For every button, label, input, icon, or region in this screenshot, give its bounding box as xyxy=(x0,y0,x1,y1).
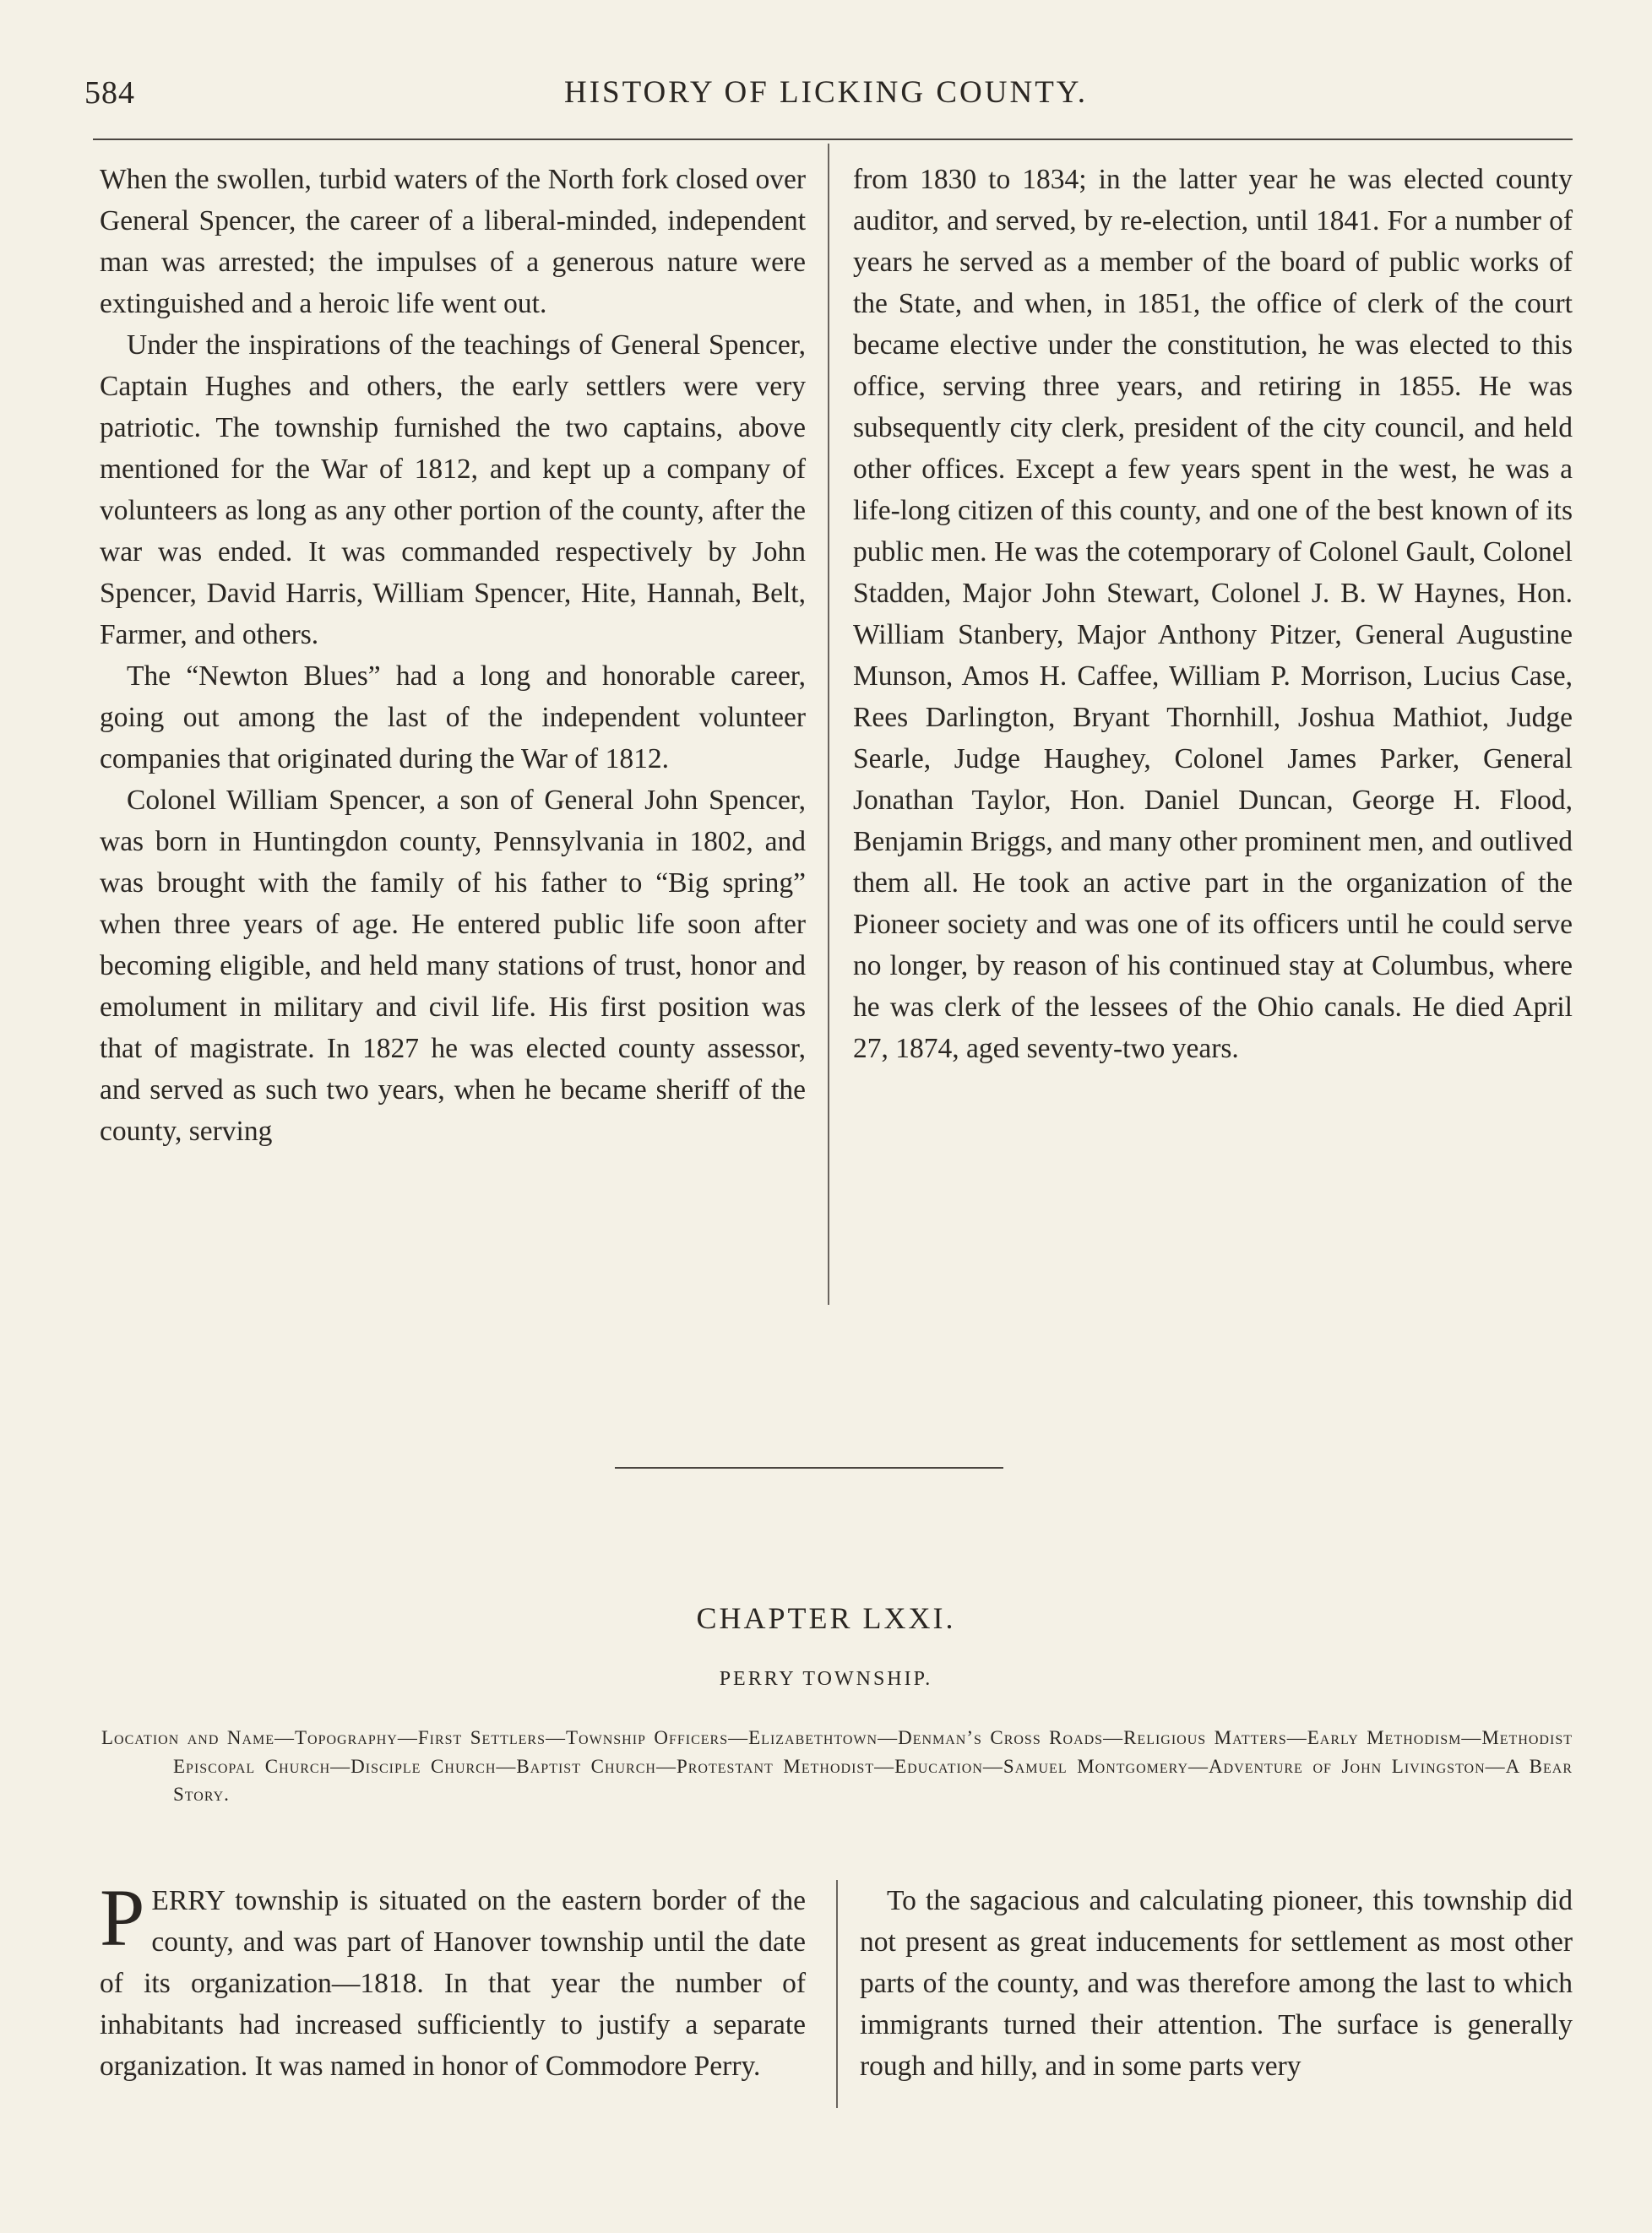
lower-left-column xyxy=(100,1872,806,2087)
paragraph: from 1830 to 1834; in the latter year he was elected county auditor, and served, by re-election, until 1841. For a number of years he served as a member of the board of public works of the State, and when, in 1851, the office of clerk of the court became elective under the constitution, he was elected to this office, serving three years, and retiring in 1855. He was subsequently city clerk, president of the city council, and held other offices. Except a few years spent in the west, he was a life-long citizen of this county, and one of the best known of its public men. He was the cotemporary of Colonel Gault, Colonel Stadden, Major John Stewart, Colonel J. B. W Haynes, Hon. William Stanbery, Major Anthony Pitzer, General Augustine Munson, Amos H. Caffee, William P. Morrison, Lucius Case, Rees Darlington, Bryant Thornhill, Joshua Mathiot, Judge Searle, Judge Haughey, Colonel James Parker, General Jonathan Taylor, Hon. Daniel Duncan, George H. Flood, Benjamin Briggs, and many other prominent men, and outlived them all. He took an active part in the organization of the Pioneer society and was one of its officers until he could serve no longer, by reason of his continued stay at Columbus, where he was clerk of the lessees of the Ohio canals. He died April 27, 1874, aged seventy-two years. xyxy=(853,164,1573,1064)
paragraph: When the swollen, turbid waters of the North fork closed over General Spencer, the career of a liberal-minded, independent man was arrested; the impulses of a generous nature were extinguished and a heroic life went out. xyxy=(100,164,806,319)
lower-right-column xyxy=(860,1880,1573,2087)
paragraph: The “Newton Blues” had a long and honorable career, going out among the last of the independent volunteer companies that originated during the War of 1812. xyxy=(100,660,806,774)
column-divider xyxy=(828,144,829,1305)
column-divider xyxy=(836,1880,838,2108)
section-separator xyxy=(615,1467,1003,1469)
chapter-title: CHAPTER LXXI. xyxy=(696,1601,956,1635)
running-title: HISTORY OF LICKING COUNTY. xyxy=(563,75,1089,110)
header-rule xyxy=(93,139,1573,140)
paragraph: ERRY township is situated on the eastern border of the county, and was part of Hanover township until the date of its organization—1818. In that year the number of inhabitants had increased sufficiently to justify a separate organization. It was named in honor of Commodore Perry. xyxy=(100,1885,806,2082)
page-header xyxy=(0,74,1652,117)
upper-left-column xyxy=(100,159,806,1152)
chapter-subtitle: PERRY TOWNSHIP. xyxy=(719,1668,933,1690)
paragraph: Under the inspirations of the teachings of General Spencer, Captain Hughes and others, the early settlers were very patriotic. The township furnished the two captains, above mentioned for the War of 1812, and kept up a company of volunteers as long as any other portion of the county, after the war was ended. It was commanded respectively by John Spencer, David Harris, William Spencer, Hite, Hannah, Belt, Farmer, and others. xyxy=(100,329,806,650)
page-number: 584 xyxy=(84,75,135,111)
drop-cap: P xyxy=(100,1872,145,1963)
paragraph: Colonel William Spencer, a son of General John Spencer, was born in Huntingdon county, Pennsylvania in 1802, and was brought with the family of his father to “Big spring” when three years of age. He entered public life soon after becoming eligible, and held many stations of trust, honor and emolument in military and civil life. His first position was that of magistrate. In 1827 he was elected county assessor, and served as such two years, when he became sheriff of the county, serving xyxy=(100,785,806,1147)
chapter-synopsis: Location and Name—Topography—First Settlers—Township Officers—Elizabethtown—Denman’s Cross Roads—Religious Matters—Early Methodism—Methodist Episcopal Church—Disciple Church—Baptist Church—Protestant Methodist—Education—Samuel Montgomery—Adventure of John Livingston—A Bear Story. xyxy=(101,1727,1573,1805)
upper-right-column xyxy=(853,159,1573,1069)
paragraph: To the sagacious and calculating pioneer, this township did not present as great inducements for settlement as most other parts of the county, and was therefore among the last to which immigrants turned their attention. The surface is generally rough and hilly, and in some parts very xyxy=(860,1885,1573,2082)
